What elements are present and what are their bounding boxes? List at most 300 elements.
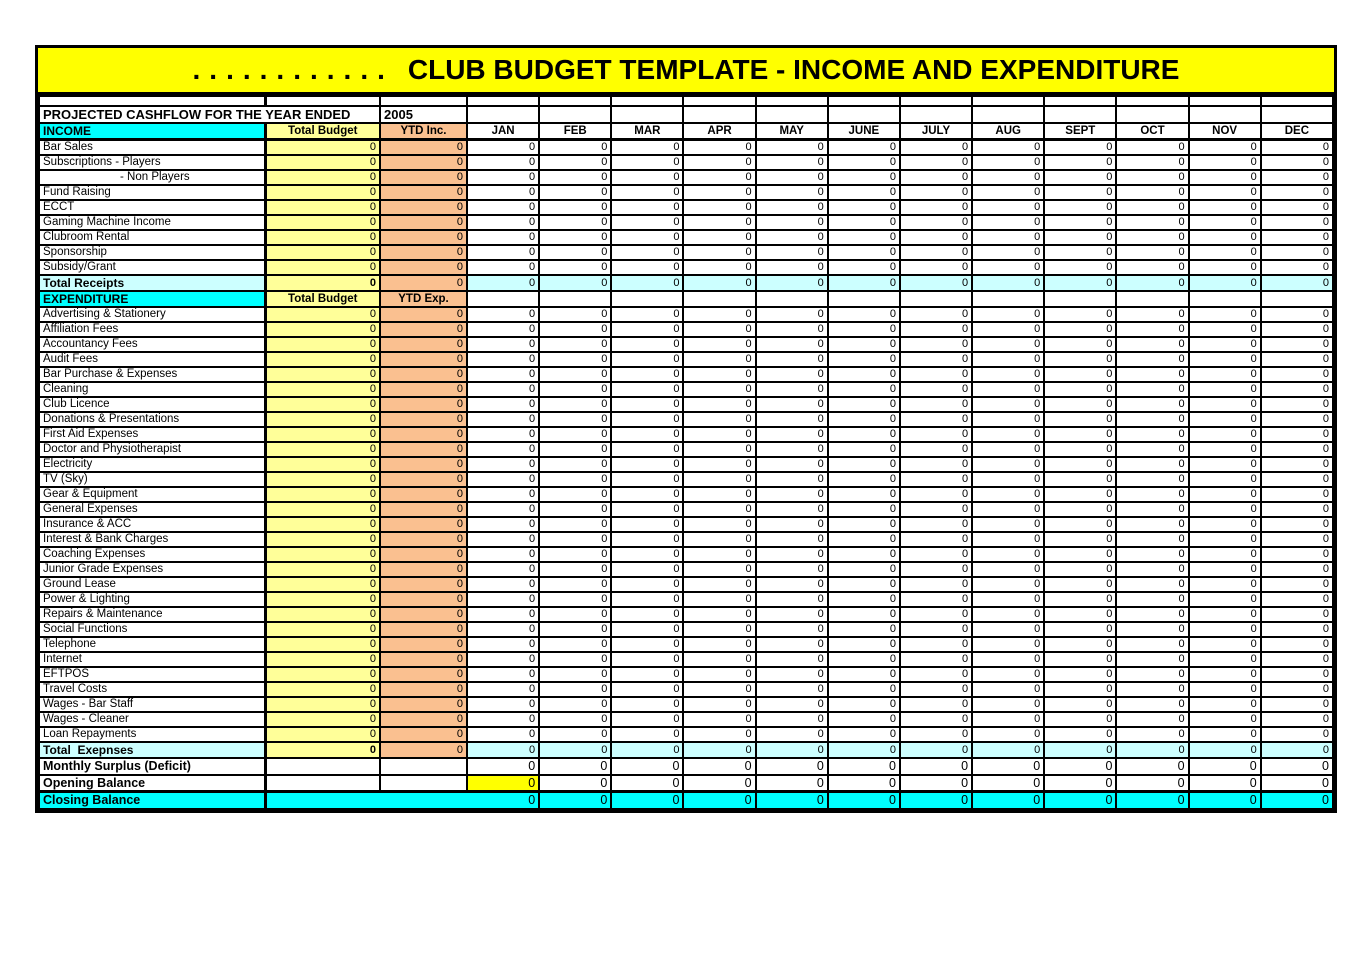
month-header-cell[interactable]: NOV <box>1189 123 1261 140</box>
ytd-value-cell[interactable]: 0 <box>380 502 467 517</box>
month-value-cell[interactable]: 0 <box>900 307 972 322</box>
month-value-cell[interactable]: 0 <box>828 412 900 427</box>
month-value-cell[interactable]: 0 <box>467 260 539 275</box>
empty-cell[interactable] <box>828 106 900 123</box>
month-value-cell[interactable]: 0 <box>1116 322 1188 337</box>
month-value-cell[interactable]: 0 <box>756 140 828 155</box>
month-value-cell[interactable]: 0 <box>611 652 683 667</box>
month-value-cell[interactable]: 0 <box>539 775 611 792</box>
month-value-cell[interactable]: 0 <box>611 155 683 170</box>
month-value-cell[interactable]: 0 <box>539 622 611 637</box>
month-value-cell[interactable]: 0 <box>1189 337 1261 352</box>
month-value-cell[interactable]: 0 <box>539 337 611 352</box>
month-value-cell[interactable]: 0 <box>1189 245 1261 260</box>
month-value-cell[interactable]: 0 <box>1116 727 1188 742</box>
month-value-cell[interactable]: 0 <box>1261 652 1333 667</box>
month-value-cell[interactable]: 0 <box>828 382 900 397</box>
month-value-cell[interactable]: 0 <box>900 230 972 245</box>
month-value-cell[interactable]: 0 <box>1116 397 1188 412</box>
month-value-cell[interactable]: 0 <box>683 337 755 352</box>
row-label-cell[interactable]: Internet <box>39 652 265 667</box>
month-value-cell[interactable]: 0 <box>683 140 755 155</box>
month-value-cell[interactable]: 0 <box>828 367 900 382</box>
month-value-cell[interactable]: 0 <box>900 140 972 155</box>
month-value-cell[interactable]: 0 <box>900 245 972 260</box>
month-value-cell[interactable]: 0 <box>1189 322 1261 337</box>
month-value-cell[interactable]: 0 <box>972 758 1044 775</box>
empty-cell[interactable] <box>265 775 380 792</box>
month-value-cell[interactable]: 0 <box>1044 607 1116 622</box>
month-value-cell[interactable]: 0 <box>1044 382 1116 397</box>
month-value-cell[interactable]: 0 <box>611 775 683 792</box>
budget-value-cell[interactable]: 0 <box>265 457 380 472</box>
month-value-cell[interactable]: 0 <box>900 322 972 337</box>
month-value-cell[interactable]: 0 <box>972 682 1044 697</box>
month-value-cell[interactable]: 0 <box>1261 472 1333 487</box>
month-value-cell[interactable]: 0 <box>611 502 683 517</box>
month-value-cell[interactable]: 0 <box>539 562 611 577</box>
month-value-cell[interactable]: 0 <box>467 397 539 412</box>
month-value-cell[interactable]: 0 <box>972 245 1044 260</box>
month-value-cell[interactable]: 0 <box>1189 307 1261 322</box>
month-value-cell[interactable]: 0 <box>1116 367 1188 382</box>
budget-value-cell[interactable]: 0 <box>265 682 380 697</box>
budget-value-cell[interactable]: 0 <box>265 652 380 667</box>
month-value-cell[interactable]: 0 <box>1116 307 1188 322</box>
month-value-cell[interactable]: 0 <box>467 667 539 682</box>
month-value-cell[interactable]: 0 <box>1044 307 1116 322</box>
month-value-cell[interactable]: 0 <box>1261 667 1333 682</box>
row-label-cell[interactable]: Repairs & Maintenance <box>39 607 265 622</box>
ytd-value-cell[interactable]: 0 <box>380 352 467 367</box>
month-value-cell[interactable]: 0 <box>828 742 900 758</box>
empty-cell[interactable] <box>1044 96 1116 106</box>
month-value-cell[interactable]: 0 <box>611 170 683 185</box>
budget-value-cell[interactable]: 0 <box>265 185 380 200</box>
month-value-cell[interactable]: 0 <box>611 532 683 547</box>
month-value-cell[interactable]: 0 <box>1116 637 1188 652</box>
row-label-cell[interactable]: Fund Raising <box>39 185 265 200</box>
month-value-cell[interactable]: 0 <box>972 547 1044 562</box>
ytd-value-cell[interactable]: 0 <box>380 307 467 322</box>
month-value-cell[interactable]: 0 <box>828 607 900 622</box>
month-value-cell[interactable]: 0 <box>539 382 611 397</box>
month-value-cell[interactable]: 0 <box>539 487 611 502</box>
ytd-value-cell[interactable]: 0 <box>380 140 467 155</box>
month-value-cell[interactable]: 0 <box>1189 397 1261 412</box>
month-value-cell[interactable]: 0 <box>467 442 539 457</box>
month-value-cell[interactable]: 0 <box>828 637 900 652</box>
month-value-cell[interactable]: 0 <box>683 442 755 457</box>
month-value-cell[interactable]: 0 <box>467 275 539 291</box>
empty-cell[interactable] <box>39 96 265 106</box>
month-value-cell[interactable]: 0 <box>467 230 539 245</box>
month-value-cell[interactable]: 0 <box>1261 337 1333 352</box>
month-value-cell[interactable]: 0 <box>1261 775 1333 792</box>
row-label-cell[interactable]: Insurance & ACC <box>39 517 265 532</box>
month-value-cell[interactable]: 0 <box>683 245 755 260</box>
month-value-cell[interactable]: 0 <box>828 577 900 592</box>
month-value-cell[interactable]: 0 <box>972 155 1044 170</box>
row-label-cell[interactable]: Telephone <box>39 637 265 652</box>
month-value-cell[interactable]: 0 <box>972 260 1044 275</box>
empty-cell[interactable] <box>467 96 539 106</box>
empty-cell[interactable] <box>756 96 828 106</box>
month-value-cell[interactable]: 0 <box>900 260 972 275</box>
month-value-cell[interactable]: 0 <box>1189 155 1261 170</box>
month-header-cell[interactable]: DEC <box>1261 123 1333 140</box>
month-value-cell[interactable]: 0 <box>611 275 683 291</box>
month-value-cell[interactable]: 0 <box>1189 427 1261 442</box>
empty-cell[interactable] <box>611 291 683 307</box>
month-value-cell[interactable]: 0 <box>539 712 611 727</box>
month-value-cell[interactable]: 0 <box>756 727 828 742</box>
month-value-cell[interactable]: 0 <box>539 577 611 592</box>
budget-value-cell[interactable]: 0 <box>265 622 380 637</box>
month-value-cell[interactable]: 0 <box>1261 607 1333 622</box>
month-value-cell[interactable]: 0 <box>1044 727 1116 742</box>
month-value-cell[interactable]: 0 <box>611 442 683 457</box>
month-value-cell[interactable]: 0 <box>828 155 900 170</box>
ytd-value-cell[interactable]: 0 <box>380 697 467 712</box>
empty-cell[interactable] <box>972 106 1044 123</box>
month-value-cell[interactable]: 0 <box>467 322 539 337</box>
month-value-cell[interactable]: 0 <box>828 397 900 412</box>
month-header-cell[interactable]: OCT <box>1116 123 1188 140</box>
empty-cell[interactable] <box>539 291 611 307</box>
month-value-cell[interactable]: 0 <box>467 472 539 487</box>
month-value-cell[interactable]: 0 <box>1261 170 1333 185</box>
month-value-cell[interactable]: 0 <box>683 457 755 472</box>
month-value-cell[interactable]: 0 <box>1044 442 1116 457</box>
month-value-cell[interactable]: 0 <box>828 427 900 442</box>
budget-value-cell[interactable]: 0 <box>265 352 380 367</box>
empty-cell[interactable] <box>1189 96 1261 106</box>
ytd-value-cell[interactable]: 0 <box>380 412 467 427</box>
month-value-cell[interactable]: 0 <box>611 412 683 427</box>
month-value-cell[interactable]: 0 <box>467 592 539 607</box>
month-value-cell[interactable]: 0 <box>1116 427 1188 442</box>
month-value-cell[interactable]: 0 <box>1044 637 1116 652</box>
month-value-cell[interactable]: 0 <box>611 427 683 442</box>
month-value-cell[interactable]: 0 <box>972 382 1044 397</box>
month-value-cell[interactable]: 0 <box>1116 457 1188 472</box>
empty-cell[interactable] <box>828 96 900 106</box>
empty-cell[interactable] <box>756 291 828 307</box>
empty-cell[interactable] <box>900 96 972 106</box>
empty-cell[interactable] <box>611 106 683 123</box>
month-value-cell[interactable]: 0 <box>900 727 972 742</box>
month-value-cell[interactable]: 0 <box>828 682 900 697</box>
month-value-cell[interactable]: 0 <box>1261 457 1333 472</box>
month-value-cell[interactable]: 0 <box>683 155 755 170</box>
month-value-cell[interactable]: 0 <box>1116 562 1188 577</box>
month-value-cell[interactable]: 0 <box>900 547 972 562</box>
budget-value-cell[interactable]: 0 <box>265 260 380 275</box>
total-expenses-label[interactable]: Total Exepnses <box>39 742 265 758</box>
month-value-cell[interactable]: 0 <box>1189 532 1261 547</box>
month-value-cell[interactable]: 0 <box>1189 412 1261 427</box>
month-value-cell[interactable]: 0 <box>611 230 683 245</box>
month-value-cell[interactable]: 0 <box>1116 260 1188 275</box>
month-value-cell[interactable]: 0 <box>1116 592 1188 607</box>
month-value-cell[interactable]: 0 <box>683 742 755 758</box>
month-value-cell[interactable]: 0 <box>467 457 539 472</box>
month-value-cell[interactable]: 0 <box>611 792 683 809</box>
budget-value-cell[interactable]: 0 <box>265 215 380 230</box>
month-value-cell[interactable]: 0 <box>1044 547 1116 562</box>
month-value-cell[interactable]: 0 <box>683 775 755 792</box>
month-value-cell[interactable]: 0 <box>539 682 611 697</box>
month-value-cell[interactable]: 0 <box>1044 200 1116 215</box>
month-value-cell[interactable]: 0 <box>1044 472 1116 487</box>
empty-cell[interactable] <box>900 291 972 307</box>
month-value-cell[interactable]: 0 <box>1189 775 1261 792</box>
month-value-cell[interactable]: 0 <box>900 758 972 775</box>
month-value-cell[interactable]: 0 <box>467 487 539 502</box>
month-header-cell[interactable]: MAY <box>756 123 828 140</box>
month-value-cell[interactable]: 0 <box>1261 517 1333 532</box>
month-value-cell[interactable]: 0 <box>611 607 683 622</box>
month-value-cell[interactable]: 0 <box>539 275 611 291</box>
ytd-value-cell[interactable]: 0 <box>380 727 467 742</box>
month-value-cell[interactable]: 0 <box>1261 712 1333 727</box>
month-value-cell[interactable]: 0 <box>539 200 611 215</box>
month-value-cell[interactable]: 0 <box>611 487 683 502</box>
month-value-cell[interactable]: 0 <box>683 727 755 742</box>
month-value-cell[interactable]: 0 <box>611 140 683 155</box>
month-value-cell[interactable]: 0 <box>611 200 683 215</box>
row-label-cell[interactable]: Bar Sales <box>39 140 265 155</box>
month-value-cell[interactable]: 0 <box>683 622 755 637</box>
month-header-cell[interactable]: JAN <box>467 123 539 140</box>
month-value-cell[interactable]: 0 <box>756 367 828 382</box>
month-value-cell[interactable]: 0 <box>1044 275 1116 291</box>
month-value-cell[interactable]: 0 <box>1116 577 1188 592</box>
month-value-cell[interactable]: 0 <box>611 307 683 322</box>
month-value-cell[interactable]: 0 <box>539 697 611 712</box>
row-label-cell[interactable]: Coaching Expenses <box>39 547 265 562</box>
month-value-cell[interactable]: 0 <box>1044 622 1116 637</box>
month-value-cell[interactable]: 0 <box>828 592 900 607</box>
empty-cell[interactable] <box>1044 106 1116 123</box>
month-value-cell[interactable]: 0 <box>1116 502 1188 517</box>
month-value-cell[interactable]: 0 <box>683 652 755 667</box>
row-label-cell[interactable]: Bar Purchase & Expenses <box>39 367 265 382</box>
month-value-cell[interactable]: 0 <box>1116 775 1188 792</box>
ytd-value-cell[interactable]: 0 <box>380 337 467 352</box>
month-value-cell[interactable]: 0 <box>1261 412 1333 427</box>
month-value-cell[interactable]: 0 <box>972 170 1044 185</box>
month-value-cell[interactable]: 0 <box>1189 472 1261 487</box>
month-value-cell[interactable]: 0 <box>756 502 828 517</box>
month-value-cell[interactable]: 0 <box>611 682 683 697</box>
month-value-cell[interactable]: 0 <box>539 457 611 472</box>
month-value-cell[interactable]: 0 <box>1261 352 1333 367</box>
month-value-cell[interactable]: 0 <box>1116 185 1188 200</box>
month-value-cell[interactable]: 0 <box>972 532 1044 547</box>
budget-value-cell[interactable]: 0 <box>265 275 380 291</box>
month-value-cell[interactable]: 0 <box>683 352 755 367</box>
month-value-cell[interactable]: 0 <box>467 427 539 442</box>
month-value-cell[interactable]: 0 <box>1189 792 1261 809</box>
row-label-cell[interactable]: Ground Lease <box>39 577 265 592</box>
month-value-cell[interactable]: 0 <box>467 170 539 185</box>
month-value-cell[interactable]: 0 <box>900 652 972 667</box>
month-header-cell[interactable]: JUNE <box>828 123 900 140</box>
month-value-cell[interactable]: 0 <box>611 712 683 727</box>
budget-value-cell[interactable]: 0 <box>265 697 380 712</box>
month-value-cell[interactable]: 0 <box>900 337 972 352</box>
budget-value-cell[interactable]: 0 <box>265 472 380 487</box>
expenditure-section-header[interactable]: EXPENDITURE <box>39 291 265 307</box>
month-value-cell[interactable]: 0 <box>972 322 1044 337</box>
month-value-cell[interactable]: 0 <box>467 742 539 758</box>
ytd-value-cell[interactable]: 0 <box>380 742 467 758</box>
month-value-cell[interactable]: 0 <box>1044 155 1116 170</box>
month-value-cell[interactable]: 0 <box>539 792 611 809</box>
month-value-cell[interactable]: 0 <box>972 742 1044 758</box>
month-value-cell[interactable]: 0 <box>1261 682 1333 697</box>
month-value-cell[interactable]: 0 <box>828 185 900 200</box>
income-section-header[interactable]: INCOME <box>39 123 265 140</box>
month-value-cell[interactable]: 0 <box>467 758 539 775</box>
month-value-cell[interactable]: 0 <box>1116 682 1188 697</box>
month-value-cell[interactable]: 0 <box>1261 487 1333 502</box>
row-label-cell[interactable]: Gear & Equipment <box>39 487 265 502</box>
month-value-cell[interactable]: 0 <box>1044 260 1116 275</box>
ytd-value-cell[interactable]: 0 <box>380 517 467 532</box>
month-value-cell[interactable]: 0 <box>683 367 755 382</box>
row-label-cell[interactable]: Subsidy/Grant <box>39 260 265 275</box>
month-value-cell[interactable]: 0 <box>683 412 755 427</box>
month-value-cell[interactable]: 0 <box>972 592 1044 607</box>
month-value-cell[interactable]: 0 <box>972 457 1044 472</box>
year-cell[interactable]: 2005 <box>380 106 467 123</box>
month-value-cell[interactable]: 0 <box>756 792 828 809</box>
empty-cell[interactable] <box>972 96 1044 106</box>
month-value-cell[interactable]: 0 <box>828 200 900 215</box>
row-label-cell[interactable]: - Non Players <box>39 170 265 185</box>
month-value-cell[interactable]: 0 <box>756 427 828 442</box>
month-value-cell[interactable]: 0 <box>611 337 683 352</box>
month-value-cell[interactable]: 0 <box>756 185 828 200</box>
empty-cell[interactable] <box>467 291 539 307</box>
month-value-cell[interactable]: 0 <box>756 562 828 577</box>
month-value-cell[interactable]: 0 <box>972 562 1044 577</box>
month-value-cell[interactable]: 0 <box>1261 427 1333 442</box>
ytd-value-cell[interactable]: 0 <box>380 592 467 607</box>
month-header-cell[interactable]: FEB <box>539 123 611 140</box>
month-value-cell[interactable]: 0 <box>900 215 972 230</box>
month-value-cell[interactable]: 0 <box>1116 412 1188 427</box>
month-value-cell[interactable]: 0 <box>972 472 1044 487</box>
month-value-cell[interactable]: 0 <box>1044 517 1116 532</box>
row-label-cell[interactable]: Audit Fees <box>39 352 265 367</box>
ytd-value-cell[interactable]: 0 <box>380 382 467 397</box>
month-header-cell[interactable]: JULY <box>900 123 972 140</box>
month-value-cell[interactable]: 0 <box>756 457 828 472</box>
ytd-value-cell[interactable]: 0 <box>380 457 467 472</box>
month-value-cell[interactable]: 0 <box>1044 697 1116 712</box>
month-value-cell[interactable]: 0 <box>1044 230 1116 245</box>
month-value-cell[interactable]: 0 <box>611 457 683 472</box>
month-value-cell[interactable]: 0 <box>683 397 755 412</box>
month-value-cell[interactable]: 0 <box>1044 562 1116 577</box>
month-value-cell[interactable]: 0 <box>1116 215 1188 230</box>
month-value-cell[interactable]: 0 <box>900 170 972 185</box>
month-value-cell[interactable]: 0 <box>972 697 1044 712</box>
month-value-cell[interactable]: 0 <box>972 200 1044 215</box>
month-value-cell[interactable]: 0 <box>1116 487 1188 502</box>
month-value-cell[interactable]: 0 <box>539 215 611 230</box>
month-value-cell[interactable]: 0 <box>467 652 539 667</box>
month-value-cell[interactable]: 0 <box>1044 577 1116 592</box>
month-value-cell[interactable]: 0 <box>1044 487 1116 502</box>
month-value-cell[interactable]: 0 <box>900 487 972 502</box>
row-label-cell[interactable]: Club Licence <box>39 397 265 412</box>
month-value-cell[interactable]: 0 <box>1189 230 1261 245</box>
month-value-cell[interactable]: 0 <box>1044 185 1116 200</box>
month-value-cell[interactable]: 0 <box>756 592 828 607</box>
row-label-cell[interactable]: Electricity <box>39 457 265 472</box>
month-value-cell[interactable]: 0 <box>900 382 972 397</box>
month-value-cell[interactable]: 0 <box>972 215 1044 230</box>
month-value-cell[interactable]: 0 <box>467 185 539 200</box>
month-value-cell[interactable]: 0 <box>756 307 828 322</box>
month-value-cell[interactable]: 0 <box>900 517 972 532</box>
budget-value-cell[interactable]: 0 <box>265 170 380 185</box>
month-value-cell[interactable]: 0 <box>467 517 539 532</box>
month-value-cell[interactable]: 0 <box>828 307 900 322</box>
month-value-cell[interactable]: 0 <box>900 607 972 622</box>
month-value-cell[interactable]: 0 <box>1261 140 1333 155</box>
month-value-cell[interactable]: 0 <box>683 562 755 577</box>
month-value-cell[interactable]: 0 <box>972 712 1044 727</box>
ytd-value-cell[interactable]: 0 <box>380 637 467 652</box>
month-value-cell[interactable]: 0 <box>900 412 972 427</box>
month-value-cell[interactable]: 0 <box>683 275 755 291</box>
month-value-cell[interactable]: 0 <box>1261 200 1333 215</box>
month-header-cell[interactable]: APR <box>683 123 755 140</box>
month-value-cell[interactable]: 0 <box>900 712 972 727</box>
month-value-cell[interactable]: 0 <box>1261 637 1333 652</box>
month-value-cell[interactable]: 0 <box>539 532 611 547</box>
month-value-cell[interactable]: 0 <box>1189 140 1261 155</box>
ytd-value-cell[interactable]: 0 <box>380 245 467 260</box>
month-value-cell[interactable]: 0 <box>1116 200 1188 215</box>
ytd-value-cell[interactable]: 0 <box>380 170 467 185</box>
month-value-cell[interactable]: 0 <box>683 547 755 562</box>
month-value-cell[interactable]: 0 <box>467 712 539 727</box>
month-value-cell[interactable]: 0 <box>467 727 539 742</box>
month-value-cell[interactable]: 0 <box>683 170 755 185</box>
ytd-value-cell[interactable]: 0 <box>380 185 467 200</box>
empty-cell[interactable] <box>265 758 380 775</box>
empty-cell[interactable] <box>828 291 900 307</box>
month-value-cell[interactable]: 0 <box>683 382 755 397</box>
month-value-cell[interactable]: 0 <box>611 547 683 562</box>
month-value-cell[interactable]: 0 <box>1261 758 1333 775</box>
month-value-cell[interactable]: 0 <box>539 427 611 442</box>
month-value-cell[interactable]: 0 <box>683 682 755 697</box>
budget-value-cell[interactable]: 0 <box>265 427 380 442</box>
row-label-cell[interactable]: Sponsorship <box>39 245 265 260</box>
month-value-cell[interactable]: 0 <box>611 742 683 758</box>
month-value-cell[interactable]: 0 <box>1116 472 1188 487</box>
empty-cell[interactable] <box>380 758 467 775</box>
month-value-cell[interactable]: 0 <box>611 562 683 577</box>
